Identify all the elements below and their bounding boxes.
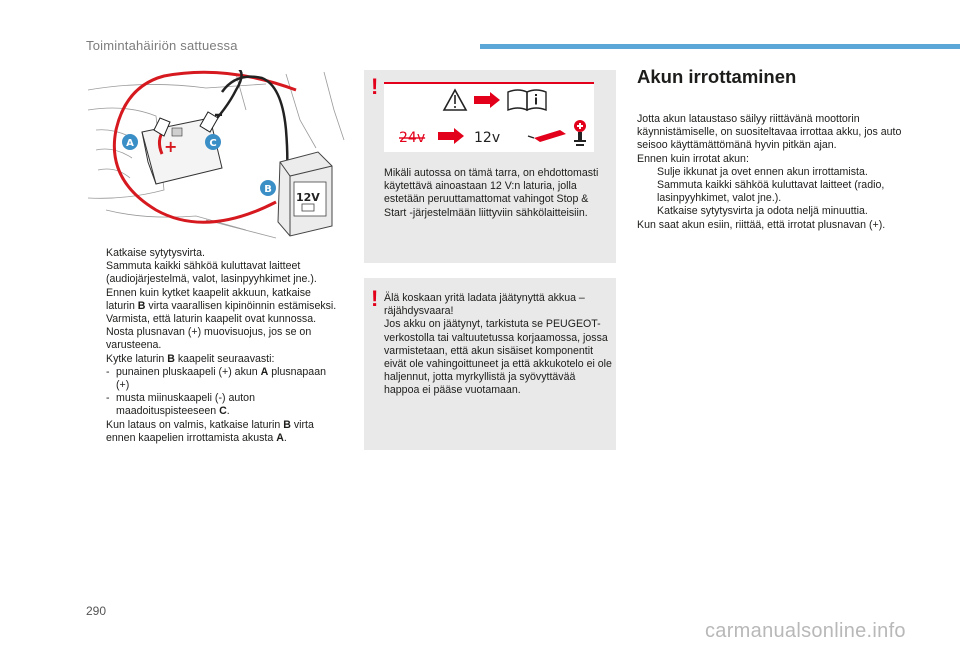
- manual-book-icon: [508, 90, 546, 110]
- header-title: Toimintahäiriön sattuessa: [86, 38, 238, 53]
- section-item-text: Sammuta kaikki sähköä kuluttavat laitteet (radio, lasinpyyhkimet, valot jne.).: [657, 179, 885, 205]
- step-text: Sammuta kaikki sähköä kuluttavat laitteet (audiojärjestelmä, valot, lasinpyyhkimet jne.).: [106, 260, 317, 286]
- step-text: Ennen kuin kytket kaapelit akkuun, katkaise laturin: [106, 286, 311, 312]
- plus-sign: +: [164, 137, 178, 156]
- section-item-3: [637, 205, 927, 218]
- substep-ref: C: [219, 405, 227, 418]
- label-12v: 12v: [474, 130, 501, 146]
- step-6: [86, 353, 342, 366]
- minus-sign: –: [214, 104, 223, 125]
- marker-a-label: A: [126, 138, 134, 149]
- dash-marker: -: [106, 392, 110, 405]
- section-item-1: [637, 166, 927, 179]
- step-text: virta vaarallisen kipinöinnin estämiseksi.: [145, 299, 337, 312]
- substep-ref: A: [260, 365, 269, 378]
- step-1: [86, 247, 342, 260]
- step-4: [86, 313, 342, 326]
- step-text: Katkaise sytytysvirta.: [106, 247, 205, 259]
- watermark: carmanualsonline.info: [705, 620, 906, 642]
- warning-frozen-text: [384, 292, 612, 398]
- page-number: 290: [86, 604, 107, 618]
- substep-1: [86, 366, 342, 392]
- step-2: [86, 260, 342, 286]
- label-24v: 24v: [399, 130, 426, 146]
- warning-exclamation-icon: !: [371, 74, 379, 99]
- marker-b: [260, 180, 276, 196]
- step-text: .: [283, 431, 287, 444]
- section-outro: Kun saat akun esiin, riittää, että irrotat plusnavan (+).: [637, 218, 886, 231]
- dash-marker: -: [106, 365, 110, 378]
- step-text: Varmista, että laturin kaapelit ovat kunnossa.: [106, 313, 317, 326]
- section-item-2: [637, 179, 927, 205]
- charger-clamp-icon: [528, 120, 586, 146]
- warning-panel-voltage: [364, 70, 616, 263]
- step-text: Kytke laturin: [106, 352, 168, 365]
- step-text: Kun lataus on valmis, katkaise laturin: [106, 418, 284, 431]
- marker-c: [205, 134, 221, 150]
- marker-a: [122, 134, 138, 150]
- step-ref: B: [283, 418, 291, 431]
- stop-start-label-image: [384, 82, 594, 152]
- marker-c-label: C: [209, 138, 217, 149]
- warning-frozen-line2: Jos akku on jäätynyt, tarkistuta se PEUGEOT-verkostolla tai valtuutetussa korjaamossa, jossa varmistetaan, että akun sisäiset komponentit eivät ole vahingoittuneet ja että akkukotelo ei ole haljennut, jotta myrkyllistä ja syövyttävää happoa ei pääse vuotamaan.: [384, 318, 612, 397]
- step-ref: B: [137, 299, 146, 312]
- warning-voltage-text: Mikäli autossa on tämä tarra, on ehdottomasti käytettävä ainoastaan 12 V:n laturia, jolla estetään peruuttamattomat vahingot Stop & Start -järjestelmään liittyviin sähkölaitteisiin.: [384, 167, 599, 219]
- step-ref: A: [276, 431, 284, 444]
- substep-text: plusnapaan (+): [116, 365, 326, 392]
- section-body: [637, 113, 927, 232]
- substep-text: punainen pluskaapeli (+) akun: [116, 365, 261, 378]
- section-title: Akun irrottaminen: [637, 66, 797, 87]
- step-text: Nosta plusnavan (+) muovisuojus, jos se on varusteena.: [106, 326, 312, 352]
- substep-2: [86, 392, 342, 418]
- warning-exclamation-icon: !: [371, 286, 379, 311]
- arrow-right-icon: [474, 92, 500, 108]
- section-intro: Jotta akun lataustaso säilyy riittävänä moottorin käynnistämiselle, on suositeltavaa irrottaa akku, jos auto seisoo käyttämättömänä hyvin pitkän ajan.: [637, 113, 902, 152]
- battery-charging-illustration: [86, 70, 348, 240]
- section-before: Ennen kuin irrotat akun:: [637, 152, 749, 165]
- step-text: virta ennen kaapelien irrottamista akusta: [106, 418, 314, 444]
- substep-text: musta miinuskaapeli (-) auton maadoituspisteeseen: [116, 392, 255, 418]
- marker-b-label: B: [264, 184, 272, 195]
- step-3: [86, 287, 342, 313]
- step-7: [86, 419, 342, 445]
- label-graphic: [384, 82, 594, 152]
- header-accent-bar: [480, 44, 960, 49]
- charger-voltage-label: 12V: [296, 191, 320, 204]
- warning-frozen-line1: Älä koskaan yritä ladata jäätynyttä akkua – räjähdysvaara!: [384, 292, 585, 318]
- warning-panel-frozen: [364, 278, 616, 450]
- step-5: [86, 326, 342, 352]
- step-ref: B: [167, 352, 175, 365]
- step-text: kaapelit seuraavasti:: [174, 352, 275, 365]
- section-item-text: Katkaise sytytysvirta ja odota neljä minuuttia.: [657, 205, 868, 218]
- arrow-right-icon: [438, 128, 464, 144]
- section-item-text: Sulje ikkunat ja ovet ennen akun irrottamista.: [657, 165, 868, 178]
- charging-steps: [86, 247, 342, 445]
- substep-text: .: [226, 405, 230, 418]
